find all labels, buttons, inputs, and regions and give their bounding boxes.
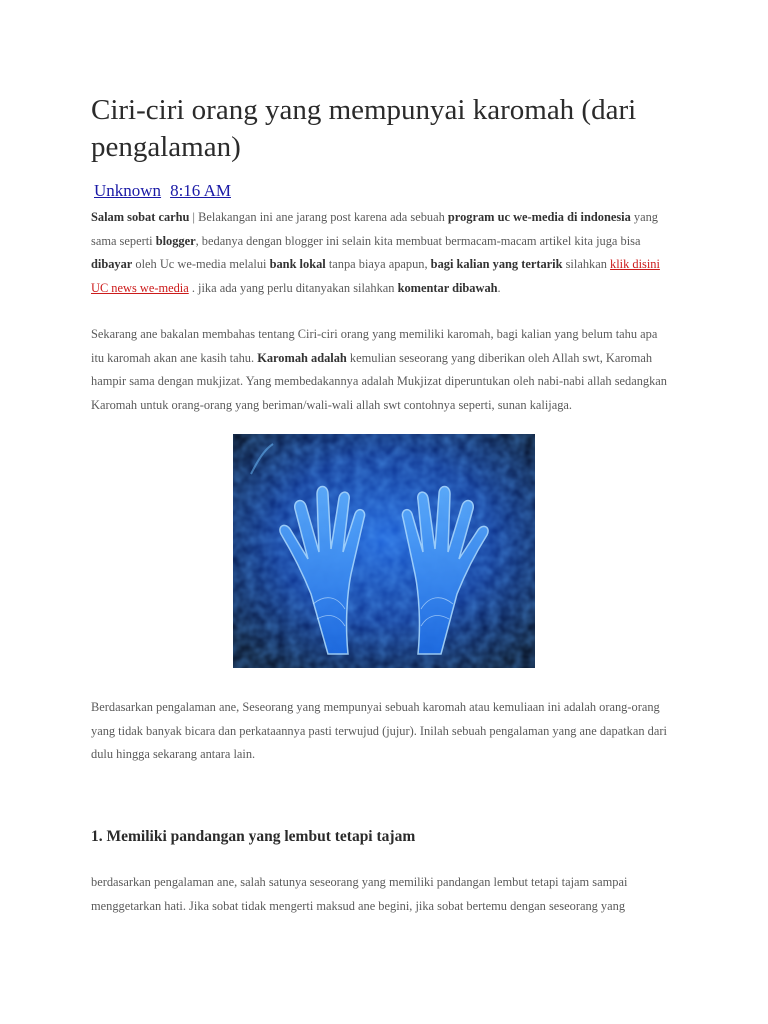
post-time-link[interactable]: 8:16 AM	[170, 181, 231, 200]
glowing-hands-illustration	[233, 434, 535, 668]
paragraph-section-1: berdasarkan pengalaman ane, salah satunya seseorang yang memiliki pandangan lembut tetapi tajam sampai menggetarkan hati. Jika sobat tidak mengerti maksud ane begini, jika sobat bertemu dengan seseorang yang	[91, 875, 628, 913]
post-meta	[94, 180, 231, 202]
paragraph-definition: Sekarang ane bakalan membahas tentang Ciri-ciri orang yang memiliki karomah, bagi kalian yang belum tahu apa itu karomah akan ane kasih tahu. Karomah adalah kemulian seseorang yang diberikan oleh Allah swt, Karomah hampir sama dengan mukjizat. Yang membedakannya adalah Mukjizat diperuntukan oleh nabi-nabi allah sedangkan Karomah untuk orang-orang yang beriman/wali-wali allah swt contohnya seperti, sunan kalijaga.	[91, 327, 667, 412]
paragraph-intro: Salam sobat carhu | Belakangan ini ane jarang post karena ada sebuah program uc we-media di indonesia yang sama seperti blogger, bedanya dengan blogger ini selain kita membuat bermacam-macam artikel kita juga bisa dibayar oleh Uc we-media melalui bank lokal tanpa biaya apapun, bagi kalian yang tertarik silahkan klik disini UC news we-media . jika ada yang perlu ditanyakan silahkan komentar dibawah.	[91, 210, 660, 295]
article-title: Ciri-ciri orang yang mempunyai karomah (dari pengalaman)	[91, 94, 637, 163]
paragraph-experience: Berdasarkan pengalaman ane, Seseorang yang mempunyai sebuah karomah atau kemuliaan ini adalah orang-orang yang tidak banyak bicara dan perkataannya pasti terwujud (jujur). Inilah sebuah pengalaman yang ane dapatkan dari dulu hingga sekarang antara lain.	[91, 700, 667, 761]
section-heading-1: 1. Memiliki pandangan yang lembut tetapi tajam	[91, 828, 416, 845]
uc-news-link[interactable]: klik disini UC news we-media	[91, 257, 660, 295]
author-link[interactable]: Unknown	[94, 181, 162, 200]
hands-image	[233, 434, 535, 668]
